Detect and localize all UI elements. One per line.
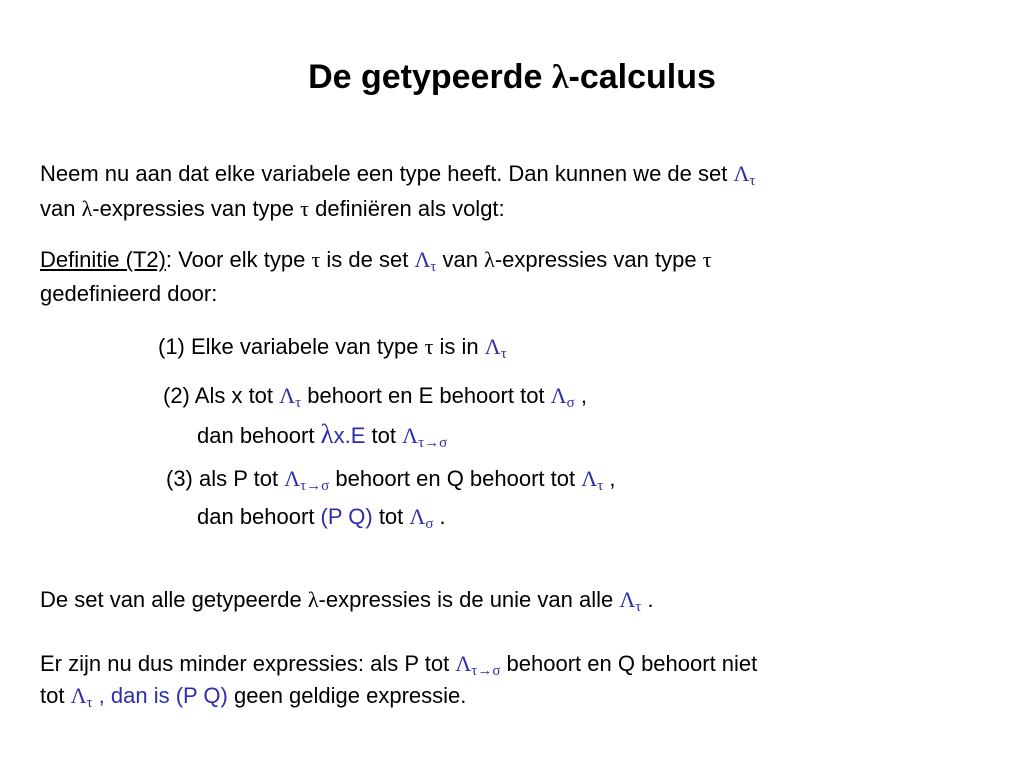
intro-line-2: van λ-expressies van type τ definiëren als volgt: bbox=[40, 196, 505, 221]
set-symbol: $\Lambda_\tau$ bbox=[414, 247, 437, 275]
set-symbol: $\Lambda_\tau$ bbox=[733, 161, 756, 189]
definition-label: Definitie (T2) bbox=[40, 247, 166, 272]
closing-line-1: Er zijn nu dus minder expressies: als P tot $\Lambda_{\tau\to\sigma}$ behoort en Q behoort niet bbox=[40, 651, 758, 679]
lambda-symbol: λ bbox=[81, 196, 93, 221]
set-symbol: $\Lambda_\tau$ bbox=[484, 334, 507, 362]
rule-2-line-2: dan behoort λx.E tot $\Lambda_{\tau\to\sigma}$ bbox=[197, 419, 448, 451]
title-text-suffix: -calculus bbox=[568, 58, 716, 96]
rule-3-line-2: dan behoort (P Q) tot $\Lambda_\sigma$ . bbox=[197, 504, 446, 532]
rule-1: (1) Elke variabele van type τ is in $\Lambda_\tau$ bbox=[158, 334, 507, 362]
page-title bbox=[0, 58, 1024, 97]
tau-symbol: τ bbox=[300, 196, 309, 221]
rule-3-line-1: (3) als P tot $\Lambda_{\tau\to\sigma}$ behoort en Q behoort tot $\Lambda_\tau$ , bbox=[166, 466, 616, 494]
title-text: De getypeerde bbox=[308, 58, 552, 96]
union-statement: De set van alle getypeerde λ-expressies is de unie van alle $\Lambda_\tau$ . bbox=[40, 587, 654, 615]
closing-line-2: tot $\Lambda_\tau$ , dan is (P Q) geen geldige expressie. bbox=[40, 683, 467, 711]
definition-line-1: Definitie (T2): Voor elk type τ is de set $\Lambda_\tau$ van λ-expressies van type τ bbox=[40, 247, 712, 275]
intro-line-1: Neem nu aan dat elke variabele een type heeft. Dan kunnen we de set $\Lambda_\tau$ bbox=[40, 161, 756, 189]
rule-2-line-1: (2) Als x tot $\Lambda_\tau$ behoort en E behoort tot $\Lambda_\sigma$ , bbox=[163, 383, 587, 411]
lambda-symbol: λ bbox=[551, 59, 569, 96]
definition-line-2: gedefinieerd door: bbox=[40, 281, 218, 306]
